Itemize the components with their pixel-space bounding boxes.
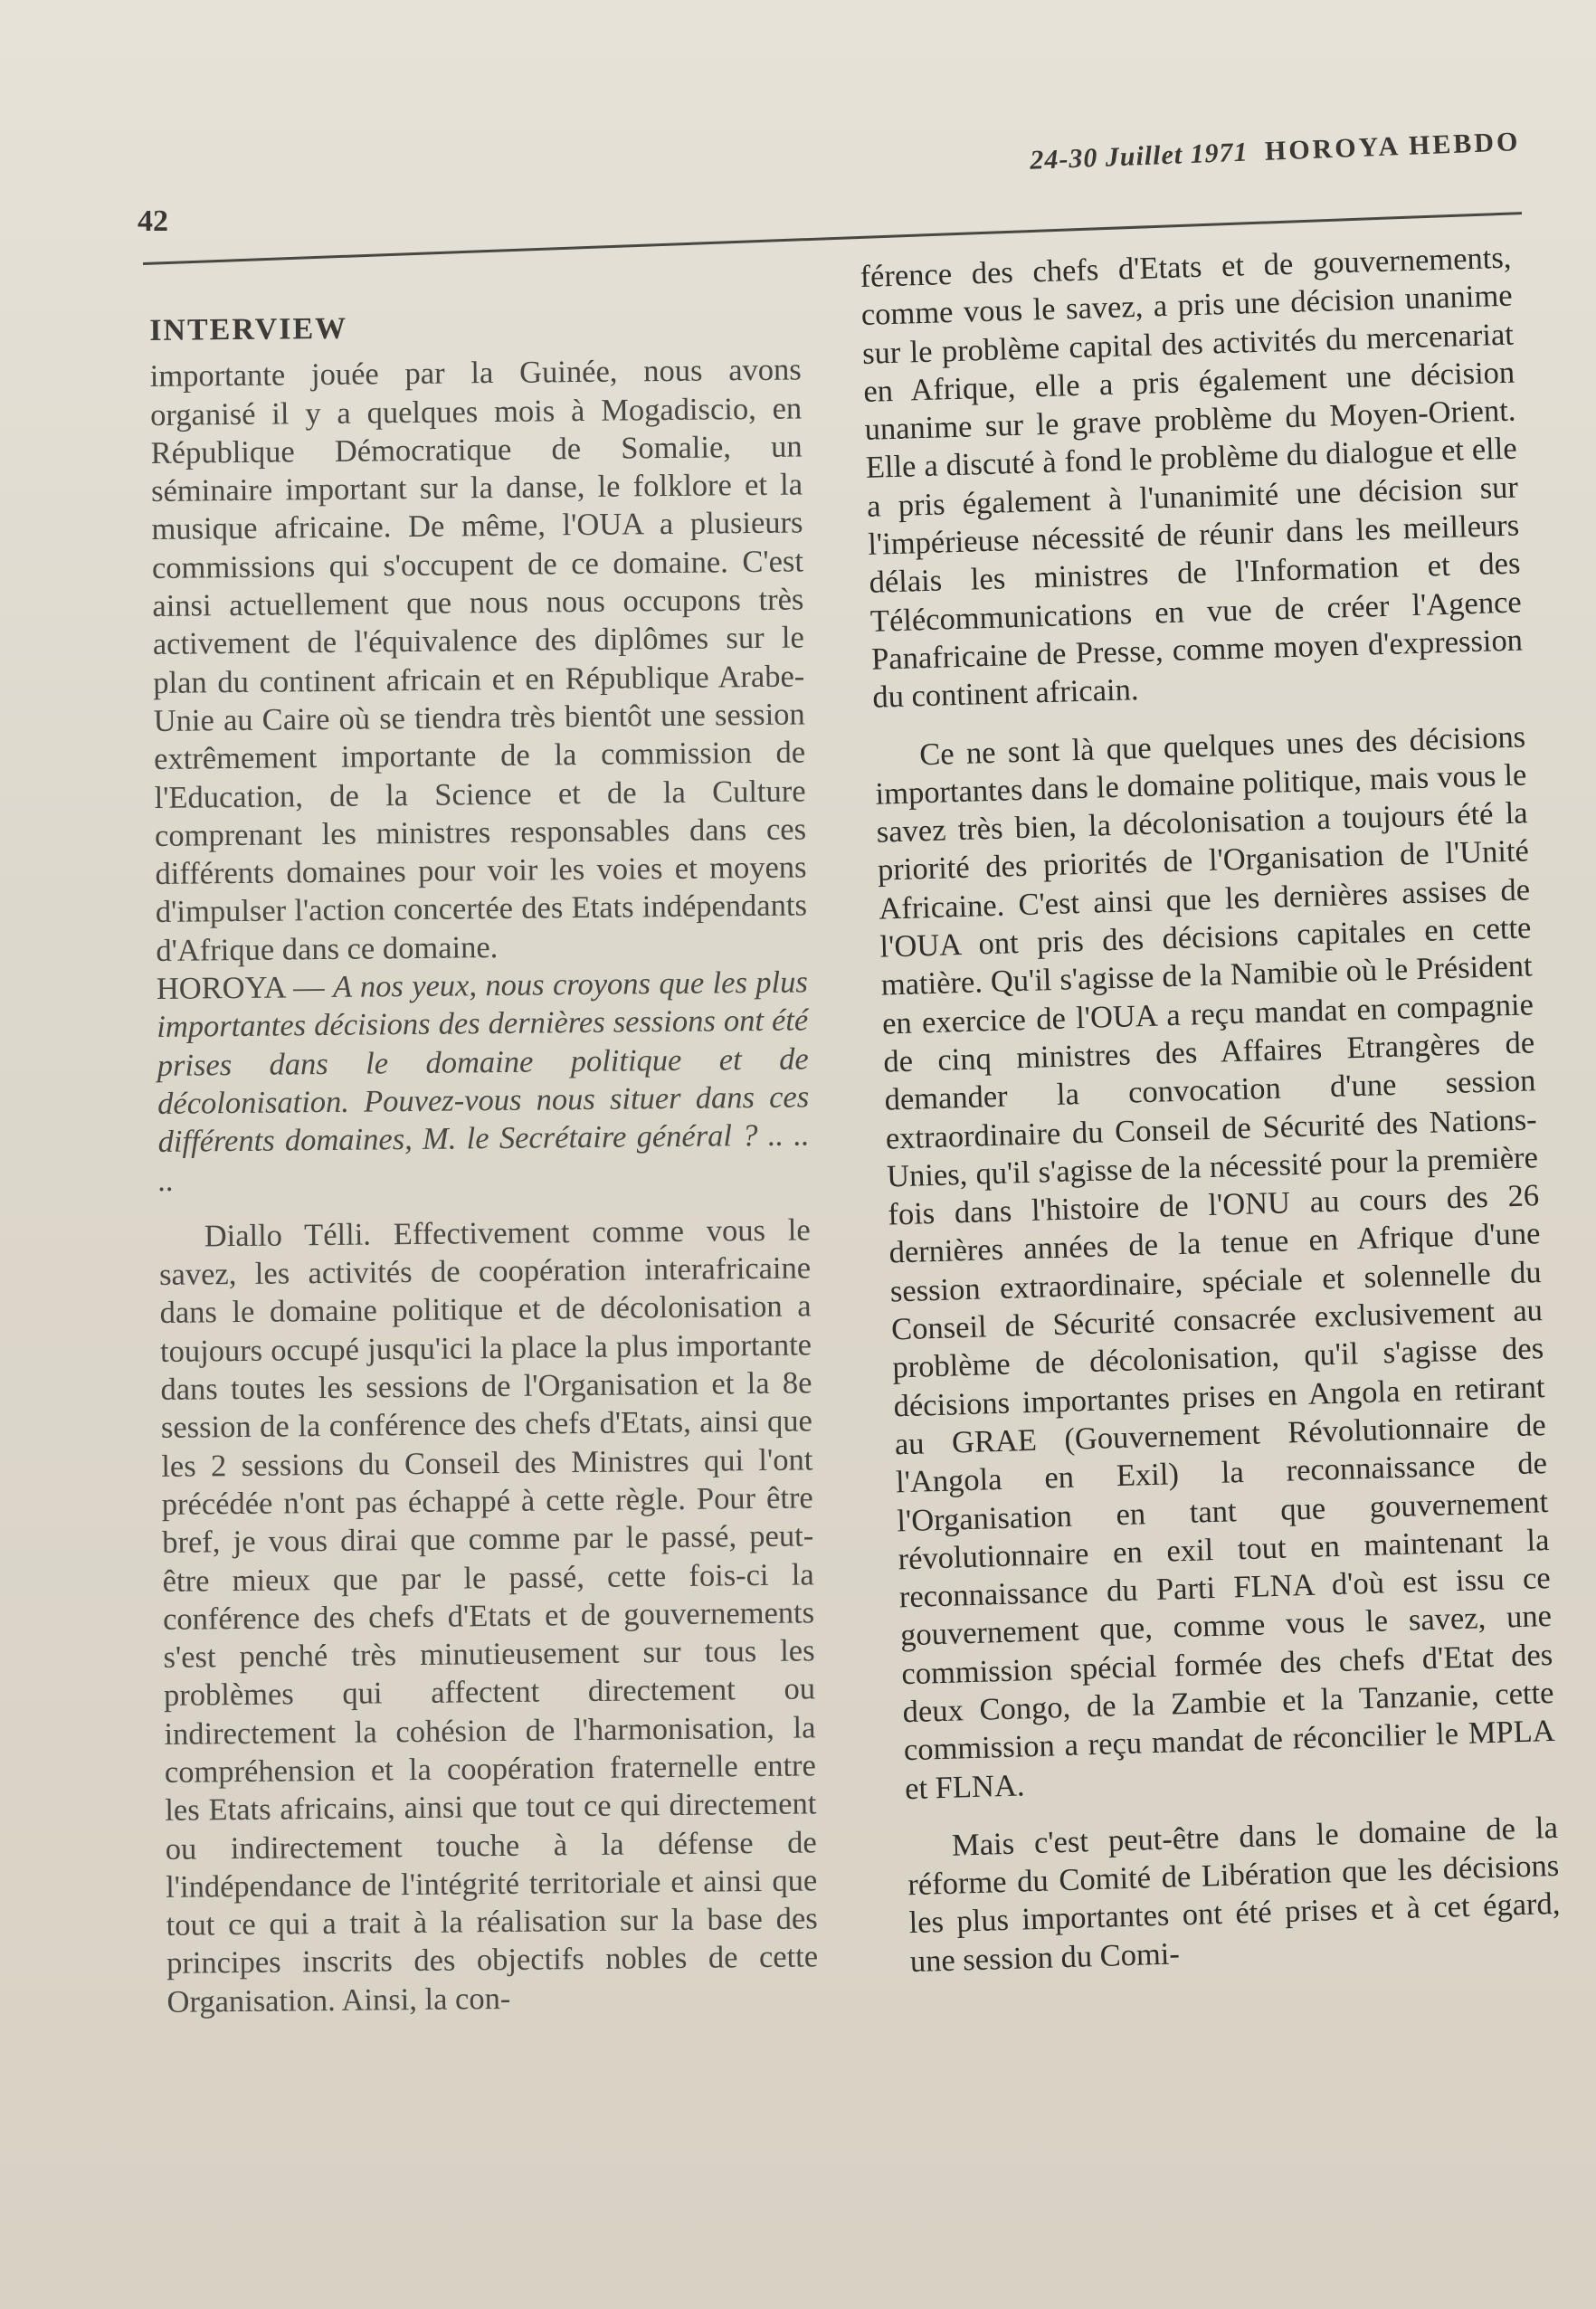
question-lead: HOROYA — [156, 969, 334, 1007]
right-paragraph-2: Ce ne sont là que quelques unes des décisions importantes dans le domaine politique, mais vous le savez très bien, la décolonisation a toujours été la priorité des priorités de l'Organisation de l'Unité Africaine. C'est ainsi que les dernières assises de l'OUA ont pris des décisions capitales en cette matière. Qu'il s'agisse de la Namibie où le Président en exercice de l'OUA a reçu mandat en compagnie de cinq ministres des Affaires Etrangères de demander la convocation d'une session extraordinaire du Conseil de Sécurité des Nations-Unies, qu'il s'agisse de la nécessité pour la première fois dans l'histoire de l'ONU au cours des 26 dernières années de la tenue en Afrique d'une session extraordinaire, spéciale et solennelle du Conseil de Sécurité consacrée exclusivement au problème de décolonisation, qu'il s'agisse des décisions importantes prises en Angola en retirant au GRAE (Gouvernement Révolutionnaire de l'Angola en Exil) la reconnaissance de l'Organisation en tant que gouvernement révolutionnaire en exil tout en maintenant la reconnaissance du Parti FLNA d'où est issu ce gouvernement que, comme vous le savez, une commission spécial formée des chefs d'Etat des deux Congo, de la Zambie et la Tanzanie, cette commission a reçu mandat de réconcilier le MPLA et FLNA. [875, 718, 1556, 1806]
page-number: 42 [138, 204, 168, 238]
left-paragraph-2: Diallo Télli. Effectivement comme vous le savez, les activités de coopération interafricaine dans le domaine politique et de décolonisation a toujours occupé jusqu'ici la place la plus importante dans toutes les sessions de l'Organisation et la 8e session de la conférence des chefs d'Etats, ainsi que les 2 sessions du Conseil des Ministres qui l'ont précédée n'ont pas échappé à cette règle. Pour être bref, je vous dirai que comme par le passé, peut-être mieux que par le passé, cette fois-ci la conférence des chefs d'Etats et de gouvernements s'est penché très minutieusement sur tous les problèmes qui affectent directement ou indirectement la cohésion de l'harmonisation, la compréhension et la coopération fraternelle entre les Etats africains, ainsi que tout ce qui directement ou indirectement touche à la défense de l'indépendance de l'intégrité territoriale et ainsi que tout ce qui a trait à la réalisation sur la base des principes inscrits des objectifs nobles de cette Organisation. Ainsi, la con- [158, 1212, 819, 2019]
question-text: A nos yeux, nous croyons que les plus importantes décisions des dernières sessions ont été prises dans le domaine politique et de décolonisation. Pouvez-vous nous situer dans ces différents domaines, M. le Secrétaire général ? .. .. .. [157, 964, 810, 1198]
section-title: INTERVIEW [149, 311, 348, 347]
left-paragraph-1: importante jouée par la Guinée, nous avons organisé il y a quelques mois à Mogadiscio, en République Démocratique de Somalie, un séminaire important sur la danse, le folklore et la musique africaine. De même, l'OUA a plusieurs commissions qui s'occupent de ce domaine. C'est ainsi actuellement que nous nous occupons très activement de l'équivalence des diplômes sur le plan du continent africain et en République Arabe-Unie au Caire où se tiendra très bientôt une session extrêmement importante de la commission de l'Education, de la Science et de la Culture comprenant les ministres responsables dans ces différents domaines pour voir les voies et moyens d'impulser l'action concertée des Etats indépendants d'Afrique dans ce domaine. [149, 352, 808, 968]
publication-name: HOROYA HEBDO [1264, 127, 1521, 166]
right-paragraph-3: Mais c'est peut-être dans le domaine de la réforme du Comité de Libération que les décisions les plus importantes ont été prises et à cet égard, une session du Comi- [907, 1810, 1561, 1979]
issue-date: 24-30 Juillet 1971 [1029, 137, 1249, 176]
interview-question [157, 963, 811, 1199]
right-paragraph-1: férence des chefs d'Etats et de gouvernements, comme vous le savez, a pris une décision unanime sur le problème capital des activités du mercenariat en Afrique, elle a pris également une décision unanime sur le grave problème du Moyen-Orient. Elle a discuté à fond le problème du dialogue et elle a pris également à l'unanimité une décision sur l'impérieuse nécessité de réunir dans les meilleurs délais les ministres de l'Information et des Télécommunications en vue de créer l'Agence Panafricaine de Presse, comme moyen d'expression du continent africain. [860, 240, 1524, 716]
masthead [1029, 127, 1520, 176]
right-column [860, 239, 1562, 1981]
left-column [149, 305, 819, 2020]
